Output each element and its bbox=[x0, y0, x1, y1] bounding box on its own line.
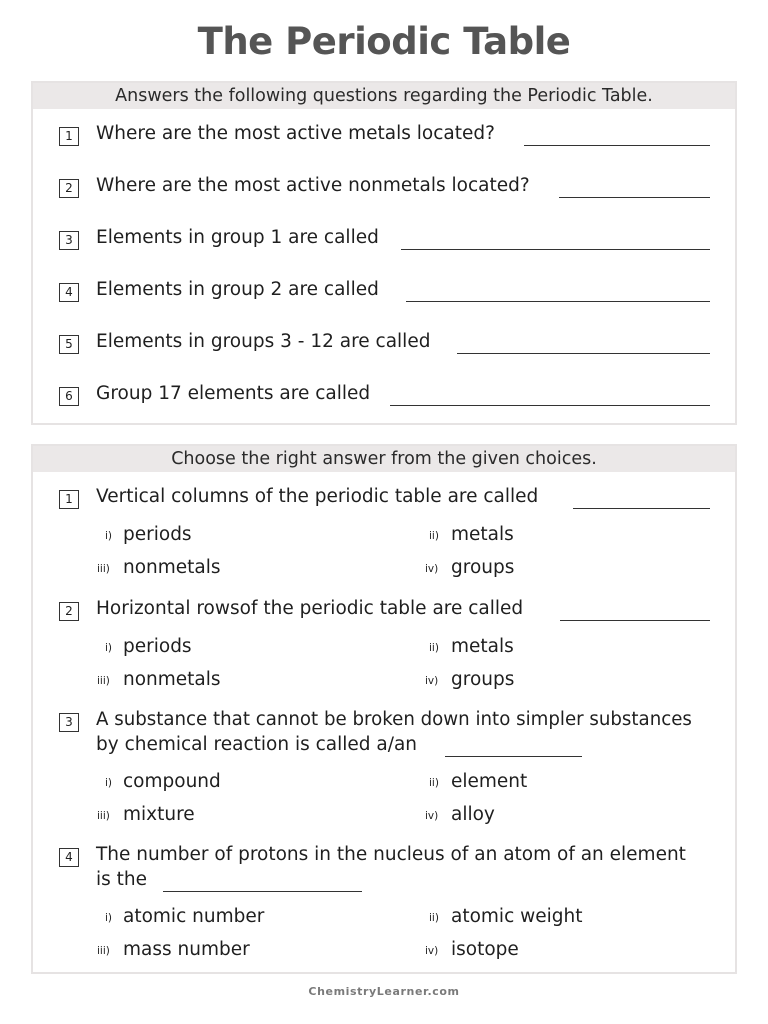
option-marker: i) bbox=[105, 912, 113, 924]
question-number: 2 bbox=[59, 602, 79, 621]
answer-blank[interactable] bbox=[573, 507, 710, 509]
option-marker: iv) bbox=[425, 945, 439, 957]
option-atomic-number[interactable]: atomic number bbox=[123, 906, 265, 927]
question-text-line-2: is the bbox=[96, 869, 148, 890]
question-number: 1 bbox=[59, 490, 79, 509]
option-marker: iv) bbox=[425, 675, 439, 687]
question-text: Where are the most active metals located? bbox=[96, 123, 495, 144]
question-text-line-1: The number of protons in the nucleus of an atom of an element bbox=[96, 844, 686, 865]
question-text: Elements in group 1 are called bbox=[96, 227, 379, 248]
multiple-choice-section bbox=[31, 444, 737, 974]
question-number: 4 bbox=[59, 848, 79, 867]
question-number: 3 bbox=[59, 231, 79, 250]
question-3 bbox=[59, 227, 711, 251]
option-periods[interactable]: periods bbox=[123, 524, 192, 545]
option-marker: i) bbox=[105, 777, 113, 789]
option-periods[interactable]: periods bbox=[123, 636, 192, 657]
short-answer-section bbox=[31, 81, 737, 425]
option-marker: ii) bbox=[429, 530, 439, 542]
option-groups[interactable]: groups bbox=[451, 557, 515, 578]
answer-blank[interactable] bbox=[390, 404, 710, 406]
option-marker: i) bbox=[105, 530, 113, 542]
answer-blank[interactable] bbox=[560, 619, 710, 621]
option-metals[interactable]: metals bbox=[451, 636, 514, 657]
answer-blank[interactable] bbox=[401, 248, 710, 250]
answer-blank[interactable] bbox=[406, 300, 710, 302]
option-compound[interactable]: compound bbox=[123, 771, 221, 792]
option-groups[interactable]: groups bbox=[451, 669, 515, 690]
option-marker: iii) bbox=[97, 563, 110, 575]
option-marker: ii) bbox=[429, 912, 439, 924]
question-text-line-1: A substance that cannot be broken down into simpler substances bbox=[96, 709, 692, 730]
option-marker: iii) bbox=[97, 945, 110, 957]
question-4 bbox=[59, 279, 711, 303]
option-isotope[interactable]: isotope bbox=[451, 939, 519, 960]
option-nonmetals[interactable]: nonmetals bbox=[123, 669, 221, 690]
question-number: 4 bbox=[59, 283, 79, 302]
option-marker: ii) bbox=[429, 642, 439, 654]
mc-question-3 bbox=[59, 709, 711, 759]
option-marker: iii) bbox=[97, 675, 110, 687]
option-marker: i) bbox=[105, 642, 113, 654]
question-text: Horizontal rowsof the periodic table are called bbox=[96, 598, 524, 619]
answer-blank[interactable] bbox=[445, 755, 582, 757]
option-metals[interactable]: metals bbox=[451, 524, 514, 545]
question-text: Group 17 elements are called bbox=[96, 383, 371, 404]
answer-blank[interactable] bbox=[163, 890, 362, 892]
page-title: The Periodic Table bbox=[197, 20, 571, 63]
option-marker: iii) bbox=[97, 810, 110, 822]
question-1 bbox=[59, 123, 711, 147]
mc-question-4 bbox=[59, 844, 711, 894]
section-2-header: Choose the right answer from the given choices. bbox=[33, 446, 735, 472]
option-element[interactable]: element bbox=[451, 771, 528, 792]
answer-blank[interactable] bbox=[524, 144, 710, 146]
option-mass-number[interactable]: mass number bbox=[123, 939, 250, 960]
question-2 bbox=[59, 175, 711, 199]
section-1-header: Answers the following questions regarding the Periodic Table. bbox=[33, 83, 735, 109]
question-text-line-2: by chemical reaction is called a/an bbox=[96, 734, 418, 755]
question-number: 2 bbox=[59, 179, 79, 198]
question-number: 6 bbox=[59, 387, 79, 406]
option-atomic-weight[interactable]: atomic weight bbox=[451, 906, 583, 927]
answer-blank[interactable] bbox=[457, 352, 710, 354]
question-number: 3 bbox=[59, 713, 79, 732]
mc-question-1 bbox=[59, 486, 711, 510]
question-5 bbox=[59, 331, 711, 355]
mc-question-2 bbox=[59, 598, 711, 622]
option-nonmetals[interactable]: nonmetals bbox=[123, 557, 221, 578]
question-text: Elements in group 2 are called bbox=[96, 279, 379, 300]
answer-blank[interactable] bbox=[559, 196, 710, 198]
option-marker: iv) bbox=[425, 810, 439, 822]
question-text: Vertical columns of the periodic table are called bbox=[96, 486, 539, 507]
option-marker: ii) bbox=[429, 777, 439, 789]
option-mixture[interactable]: mixture bbox=[123, 804, 195, 825]
question-6 bbox=[59, 383, 711, 407]
question-number: 5 bbox=[59, 335, 79, 354]
question-text: Where are the most active nonmetals located? bbox=[96, 175, 530, 196]
site-credit: ChemistryLearner.com bbox=[308, 985, 460, 998]
option-marker: iv) bbox=[425, 563, 439, 575]
question-text: Elements in groups 3 - 12 are called bbox=[96, 331, 431, 352]
option-alloy[interactable]: alloy bbox=[451, 804, 495, 825]
question-number: 1 bbox=[59, 127, 79, 146]
